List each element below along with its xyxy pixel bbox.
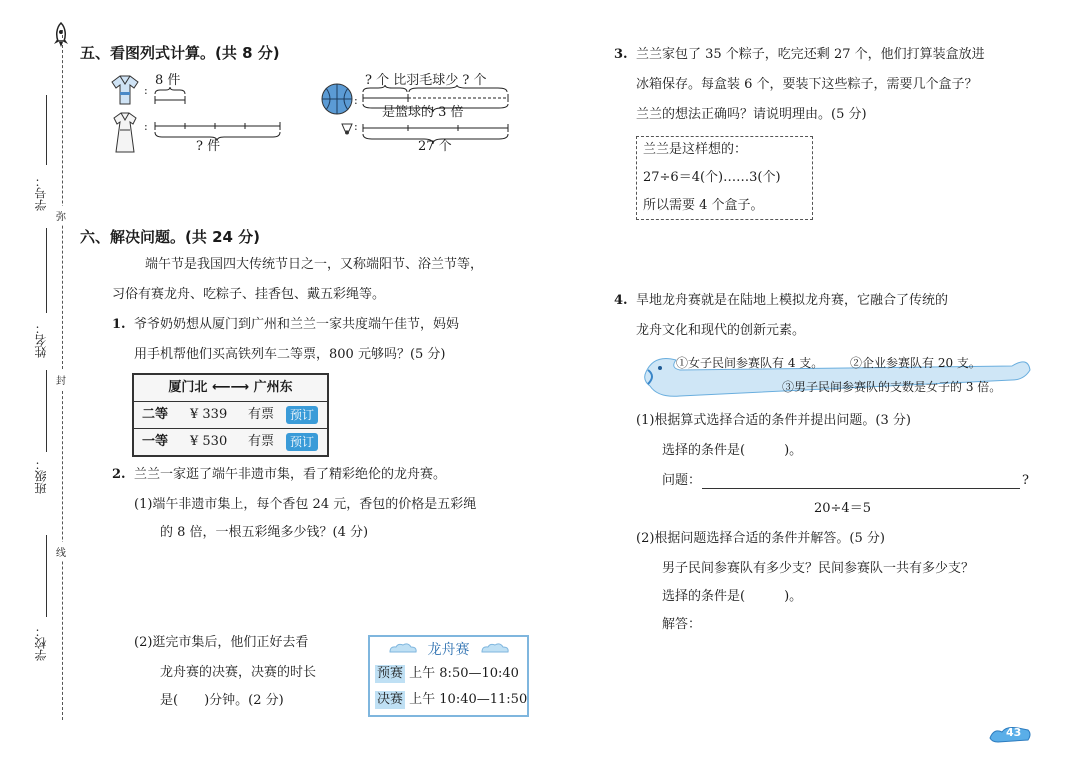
question-text: 龙舟文化和现代的创新元素。 <box>636 323 806 338</box>
class-blank <box>46 370 47 452</box>
section5-heading: 五、看图列式计算。(共 8 分) <box>80 44 280 62</box>
seat-class: 二等 <box>142 407 169 422</box>
question-text: 兰兰的想法正确吗？请说明理由。(5 分) <box>636 107 867 122</box>
student-id-label: 学号： <box>34 175 48 211</box>
sub-question: (2)根据问题选择合适的条件并解答。(5 分) <box>636 531 885 546</box>
top-label: 8 件 <box>155 73 181 88</box>
question-text: 用手机帮他们买高铁列车二等票，800 元够吗？(5 分) <box>134 347 446 362</box>
dragon-boat-schedule <box>368 635 529 717</box>
round-time: 上午 10:40—11:50 <box>409 692 528 707</box>
availability: 有票 <box>248 434 275 449</box>
colon-mark: : <box>144 120 148 133</box>
box-line: 所以需要 4 个盒子。 <box>643 198 764 213</box>
question-text: 爷爷奶奶想从厦门到广州和兰兰一家共度端午佳节，妈妈 <box>134 317 460 332</box>
answer-line[interactable] <box>702 488 1020 489</box>
section6-heading: 六、解决问题。(共 24 分) <box>80 228 261 246</box>
round-time: 上午 8:50—10:40 <box>409 666 519 681</box>
schedule-row <box>375 665 519 683</box>
choice-prompt: 选择的条件是( )。 <box>662 443 803 458</box>
name-label: 姓名： <box>34 322 48 358</box>
segment-bars <box>150 86 300 146</box>
round-tag: 决赛 <box>377 692 404 707</box>
book-button[interactable]: 预订 <box>286 406 318 424</box>
question-text: 兰兰家包了 35 个粽子，吃完还剩 27 个，他们打算装盒放进 <box>636 47 985 62</box>
question-prompt: 问题： <box>662 473 702 488</box>
seal-char-feng: 封 <box>56 370 66 389</box>
question-text: 冰箱保存。每盒装 6 个，要装下这些粽子，需要几个盒子？ <box>636 77 978 92</box>
price: ¥ 339 <box>190 407 228 422</box>
page-number-badge <box>988 724 1032 748</box>
question-text: 兰兰一家逛了端午非遗市集，看了精彩绝伦的龙舟赛。 <box>134 467 447 482</box>
box-line: 兰兰是这样想的： <box>643 142 748 157</box>
sub-question: (1)根据算式选择合适的条件并提出问题。(3 分) <box>636 413 911 428</box>
sub-question: (1)端午非遗市集上，每个香包 24 元，香包的价格是五彩绳 <box>134 497 477 512</box>
seal-char-xian: 线 <box>56 542 66 561</box>
rocket-icon <box>52 22 70 52</box>
top-label: ? 个 比羽毛球少 ? 个 <box>365 73 487 88</box>
colon-mark: : <box>144 84 148 97</box>
shuttlecock-icon <box>340 120 354 139</box>
bottom-label: ? 件 <box>196 139 221 154</box>
bottom-label: 27 个 <box>418 139 452 154</box>
sub-question: (2)逛完市集后，他们正好去看 <box>134 635 309 650</box>
question-number: 3. <box>614 47 628 62</box>
ticket-row <box>134 430 327 456</box>
seal-char-mi: 弥 <box>56 206 66 225</box>
condition-3: ③男子民间参赛队的支数是女子的 3 倍。 <box>782 380 1002 394</box>
cloud-icon <box>480 641 510 660</box>
question-number: 1. <box>112 317 126 332</box>
intro-text: 习俗有赛龙舟、吃粽子、挂香包、戴五彩绳等。 <box>112 287 386 302</box>
box-line: 27÷6＝4(个)……3(个) <box>643 170 781 185</box>
schedule-title: 龙舟赛 <box>427 642 470 658</box>
question-text: 男子民间参赛队有多少支？民间参赛队一共有多少支？ <box>662 561 975 576</box>
round-tag: 预赛 <box>377 666 404 681</box>
route-label: 厦门北 ⟵⟶ 广州东 <box>168 380 293 395</box>
school-blank <box>46 535 47 617</box>
formula: 20÷4＝5 <box>814 501 871 516</box>
id-blank <box>46 95 47 165</box>
middle-label: 是篮球的 3 倍 <box>382 105 464 120</box>
sub-question: 龙舟赛的决赛，决赛的时长 <box>160 665 317 680</box>
lanlan-thinking-box <box>636 136 813 220</box>
question-mark: ? <box>1022 473 1029 488</box>
schedule-row <box>375 691 527 709</box>
question-number: 4. <box>614 293 628 308</box>
intro-text: 端午节是我国四大传统节日之一，又称端阳节、浴兰节等， <box>145 257 484 272</box>
basketball-icon <box>320 82 354 120</box>
book-button[interactable]: 预订 <box>286 433 318 451</box>
availability: 有票 <box>248 407 275 422</box>
colon-mark: : <box>354 94 358 107</box>
sub-question: 是( )分钟。(2 分) <box>160 693 284 708</box>
question-text: 旱地龙舟赛就是在陆地上模拟龙舟赛，它融合了传统的 <box>636 293 949 308</box>
ticket-row <box>134 403 327 429</box>
hanfu-top-icon <box>108 72 142 112</box>
price: ¥ 530 <box>190 434 228 449</box>
seat-class: 一等 <box>142 434 169 449</box>
condition-1: ①女子民间参赛队有 4 支。 <box>676 356 824 370</box>
page-number: 43 <box>1006 726 1022 739</box>
school-label: 学校： <box>34 625 48 661</box>
choice-prompt: 选择的条件是( )。 <box>662 589 803 604</box>
question-number: 2. <box>112 467 126 482</box>
sub-question: 的 8 倍，一根五彩绳多少钱？(4 分) <box>160 525 369 540</box>
class-label: 班级： <box>34 458 48 494</box>
name-blank <box>46 228 47 313</box>
conditions-banner <box>640 350 1032 400</box>
colon-mark: : <box>354 120 358 133</box>
answer-prompt: 解答： <box>662 617 702 632</box>
condition-2: ②企业参赛队有 20 支。 <box>850 356 981 370</box>
train-ticket-table <box>132 373 329 457</box>
hanfu-bottom-icon <box>108 110 142 158</box>
